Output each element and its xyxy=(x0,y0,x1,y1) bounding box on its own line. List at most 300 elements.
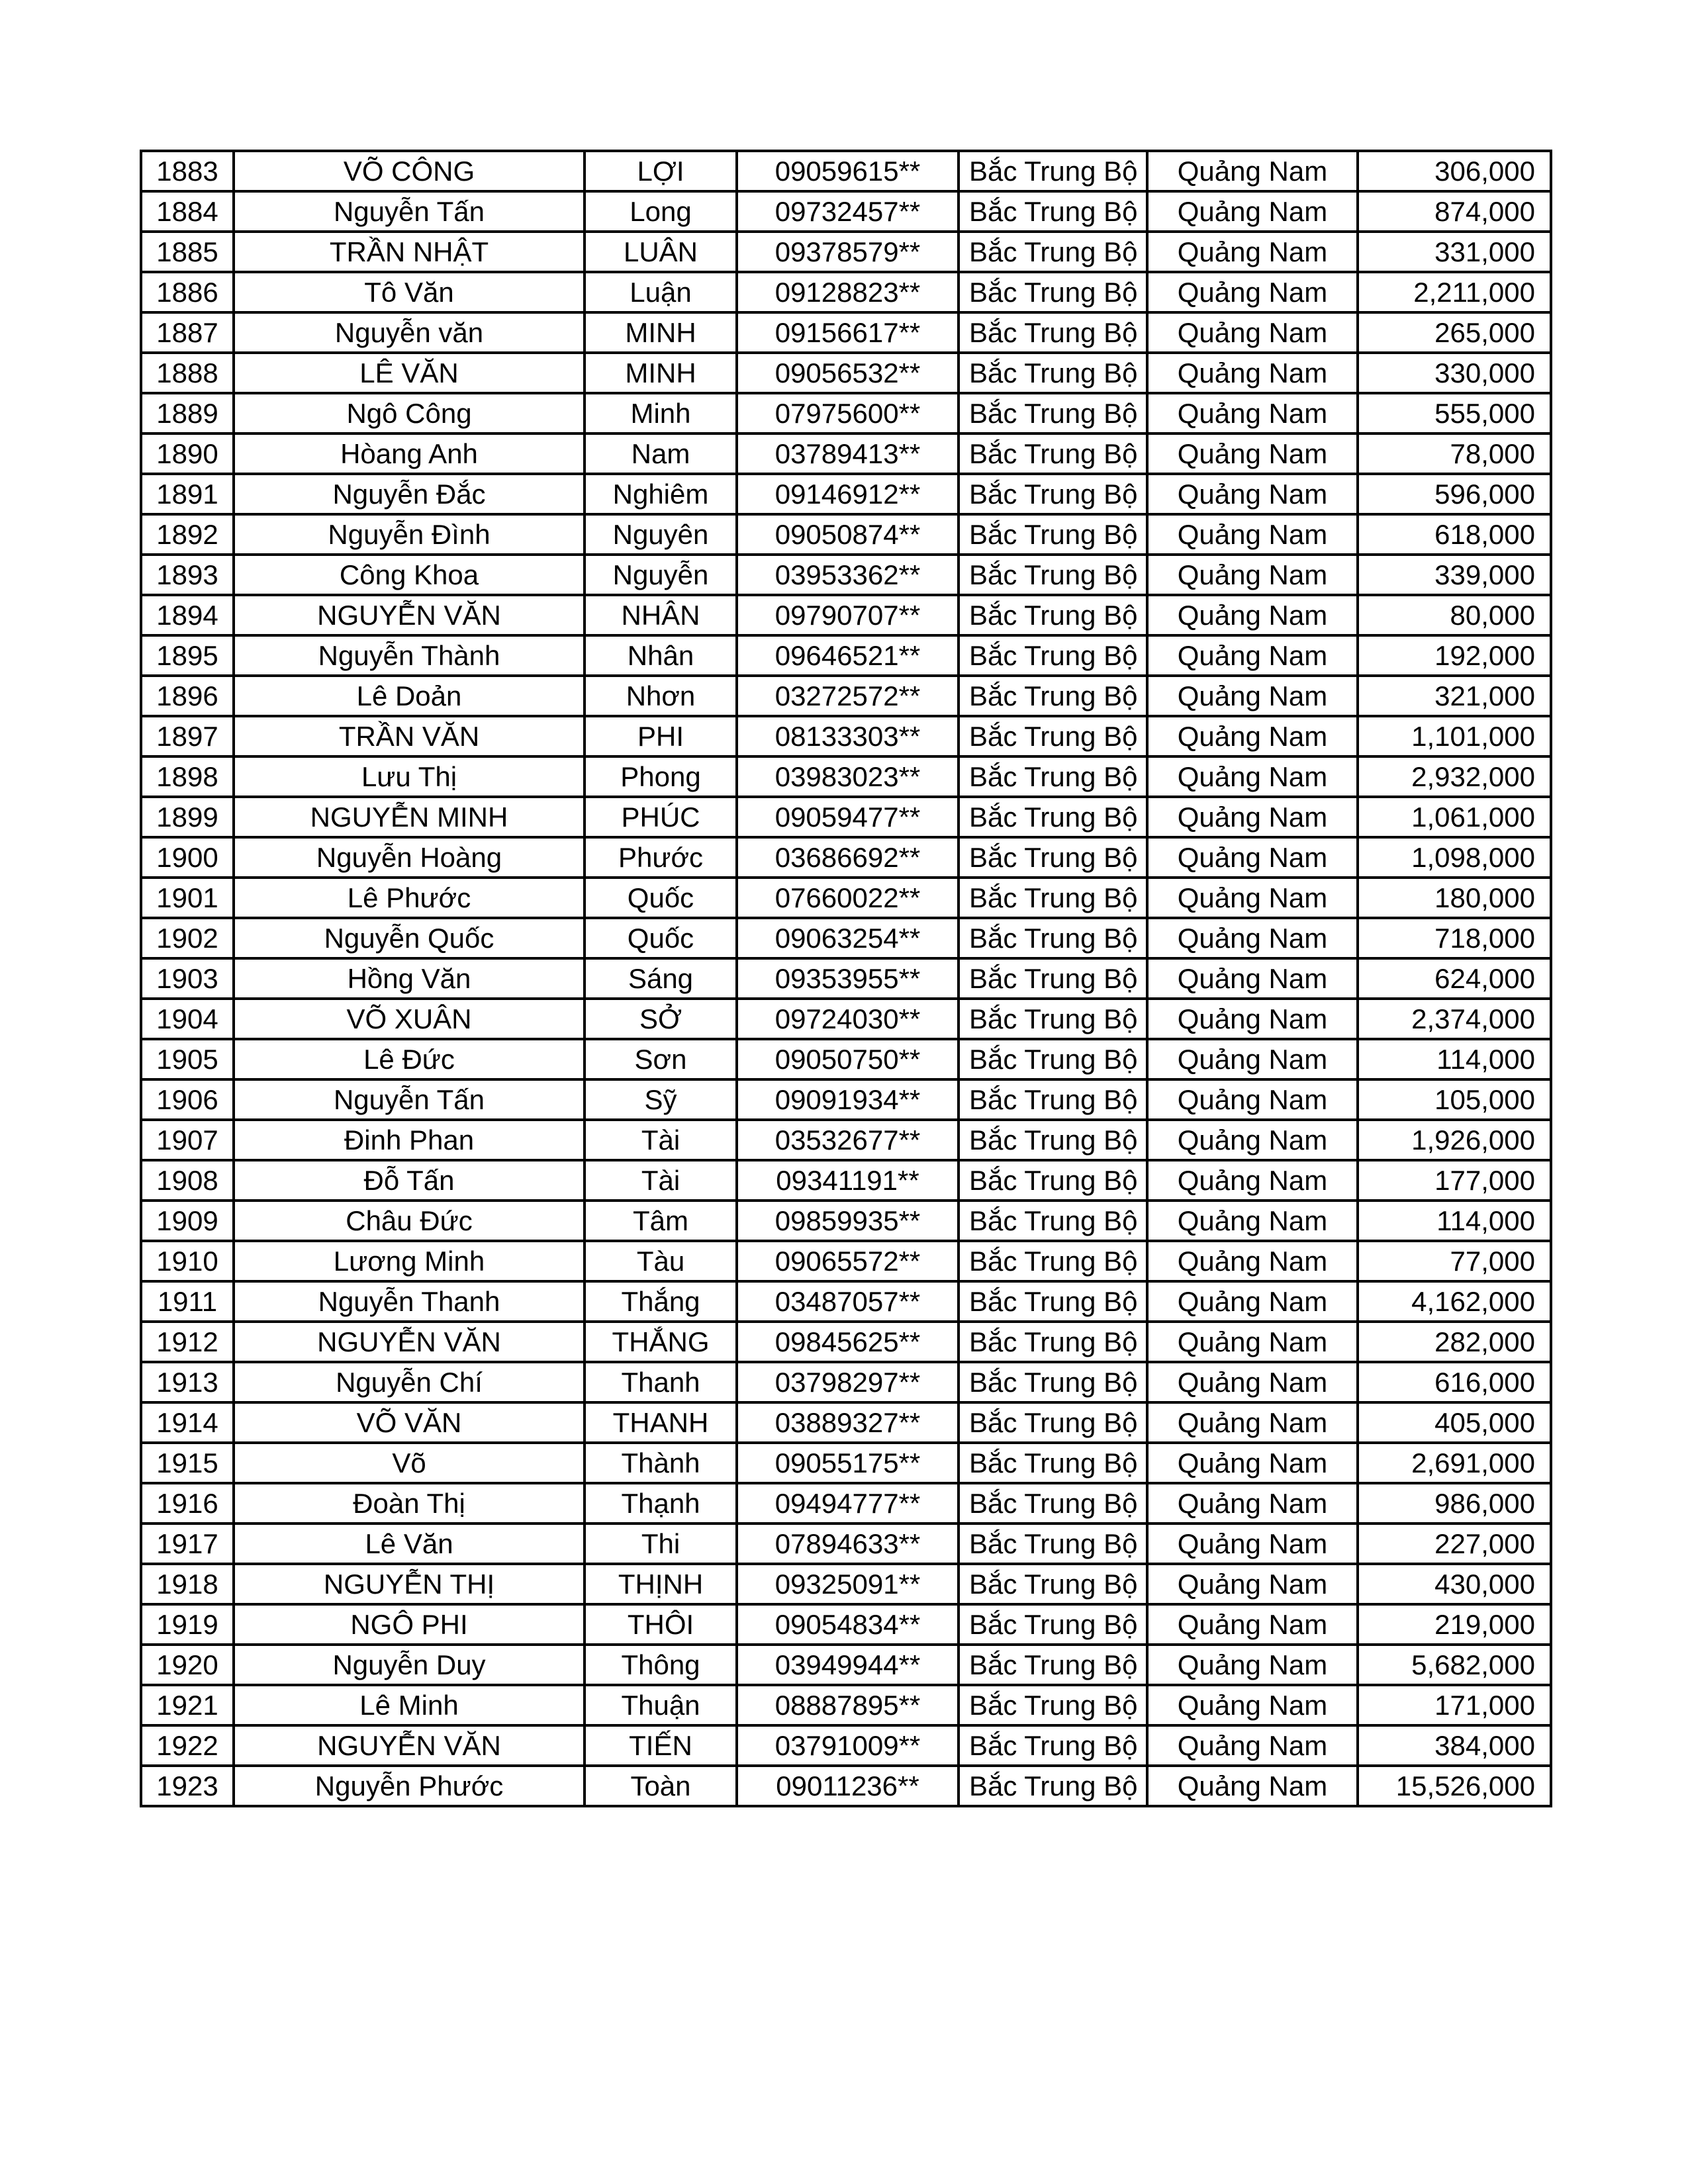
row-number-cell: 1918 xyxy=(141,1564,234,1604)
table-row xyxy=(141,918,1551,958)
province-cell: Quảng Nam xyxy=(1147,1443,1358,1483)
row-number-cell: 1892 xyxy=(141,514,234,555)
row-number-cell: 1920 xyxy=(141,1645,234,1685)
amount-cell: 1,061,000 xyxy=(1358,797,1551,837)
surname-cell: Nguyễn văn xyxy=(234,312,585,353)
given-name-cell: Luận xyxy=(585,272,737,312)
surname-cell: Nguyễn Phước xyxy=(234,1766,585,1806)
region-cell: Bắc Trung Bộ xyxy=(959,433,1147,474)
phone-cell: 09341191** xyxy=(737,1160,959,1201)
amount-cell: 1,926,000 xyxy=(1358,1120,1551,1160)
amount-cell: 384,000 xyxy=(1358,1725,1551,1766)
table-row xyxy=(141,1322,1551,1362)
region-cell: Bắc Trung Bộ xyxy=(959,1564,1147,1604)
given-name-cell: Thanh xyxy=(585,1362,737,1402)
table-row xyxy=(141,151,1551,191)
data-table xyxy=(140,150,1552,1807)
region-cell: Bắc Trung Bộ xyxy=(959,1201,1147,1241)
province-cell: Quảng Nam xyxy=(1147,918,1358,958)
province-cell: Quảng Nam xyxy=(1147,555,1358,595)
row-number-cell: 1900 xyxy=(141,837,234,878)
phone-cell: 03532677** xyxy=(737,1120,959,1160)
surname-cell: LÊ VĂN xyxy=(234,353,585,393)
surname-cell: TRẦN NHẬT xyxy=(234,232,585,272)
given-name-cell: Nhân xyxy=(585,635,737,676)
given-name-cell: Thạnh xyxy=(585,1483,737,1524)
province-cell: Quảng Nam xyxy=(1147,1685,1358,1725)
surname-cell: Nguyễn Đắc xyxy=(234,474,585,514)
amount-cell: 227,000 xyxy=(1358,1524,1551,1564)
province-cell: Quảng Nam xyxy=(1147,1120,1358,1160)
region-cell: Bắc Trung Bộ xyxy=(959,1604,1147,1645)
surname-cell: Nguyễn Quốc xyxy=(234,918,585,958)
amount-cell: 2,211,000 xyxy=(1358,272,1551,312)
surname-cell: Đinh Phan xyxy=(234,1120,585,1160)
given-name-cell: Phong xyxy=(585,756,737,797)
table-row xyxy=(141,1039,1551,1079)
phone-cell: 09646521** xyxy=(737,635,959,676)
row-number-cell: 1884 xyxy=(141,191,234,232)
row-number-cell: 1890 xyxy=(141,433,234,474)
surname-cell: Nguyễn Tấn xyxy=(234,1079,585,1120)
row-number-cell: 1907 xyxy=(141,1120,234,1160)
phone-cell: 08133303** xyxy=(737,716,959,756)
given-name-cell: Nguyễn xyxy=(585,555,737,595)
province-cell: Quảng Nam xyxy=(1147,1039,1358,1079)
table-row xyxy=(141,1079,1551,1120)
surname-cell: Hòang Anh xyxy=(234,433,585,474)
given-name-cell: PHI xyxy=(585,716,737,756)
amount-cell: 616,000 xyxy=(1358,1362,1551,1402)
phone-cell: 09050874** xyxy=(737,514,959,555)
phone-cell: 09056532** xyxy=(737,353,959,393)
amount-cell: 5,682,000 xyxy=(1358,1645,1551,1685)
phone-cell: 09055175** xyxy=(737,1443,959,1483)
table-row xyxy=(141,232,1551,272)
region-cell: Bắc Trung Bộ xyxy=(959,878,1147,918)
given-name-cell: LỢI xyxy=(585,151,737,191)
province-cell: Quảng Nam xyxy=(1147,433,1358,474)
phone-cell: 09059477** xyxy=(737,797,959,837)
given-name-cell: MINH xyxy=(585,353,737,393)
row-number-cell: 1908 xyxy=(141,1160,234,1201)
surname-cell: Lê Phước xyxy=(234,878,585,918)
table-row xyxy=(141,312,1551,353)
surname-cell: Nguyễn Duy xyxy=(234,1645,585,1685)
phone-cell: 09732457** xyxy=(737,191,959,232)
region-cell: Bắc Trung Bộ xyxy=(959,716,1147,756)
region-cell: Bắc Trung Bộ xyxy=(959,514,1147,555)
phone-cell: 03953362** xyxy=(737,555,959,595)
surname-cell: NGUYỄN THỊ xyxy=(234,1564,585,1604)
phone-cell: 03791009** xyxy=(737,1725,959,1766)
amount-cell: 114,000 xyxy=(1358,1039,1551,1079)
given-name-cell: Tàu xyxy=(585,1241,737,1281)
phone-cell: 07975600** xyxy=(737,393,959,433)
phone-cell: 09724030** xyxy=(737,999,959,1039)
province-cell: Quảng Nam xyxy=(1147,151,1358,191)
province-cell: Quảng Nam xyxy=(1147,999,1358,1039)
amount-cell: 618,000 xyxy=(1358,514,1551,555)
given-name-cell: Tài xyxy=(585,1120,737,1160)
row-number-cell: 1895 xyxy=(141,635,234,676)
province-cell: Quảng Nam xyxy=(1147,393,1358,433)
table-row xyxy=(141,676,1551,716)
amount-cell: 986,000 xyxy=(1358,1483,1551,1524)
province-cell: Quảng Nam xyxy=(1147,474,1358,514)
given-name-cell: Tâm xyxy=(585,1201,737,1241)
amount-cell: 171,000 xyxy=(1358,1685,1551,1725)
row-number-cell: 1901 xyxy=(141,878,234,918)
region-cell: Bắc Trung Bộ xyxy=(959,676,1147,716)
given-name-cell: THANH xyxy=(585,1402,737,1443)
amount-cell: 321,000 xyxy=(1358,676,1551,716)
given-name-cell: MINH xyxy=(585,312,737,353)
phone-cell: 09059615** xyxy=(737,151,959,191)
table-row xyxy=(141,1362,1551,1402)
given-name-cell: Nam xyxy=(585,433,737,474)
given-name-cell: Thuận xyxy=(585,1685,737,1725)
province-cell: Quảng Nam xyxy=(1147,232,1358,272)
given-name-cell: Thi xyxy=(585,1524,737,1564)
row-number-cell: 1897 xyxy=(141,716,234,756)
table-row xyxy=(141,1402,1551,1443)
given-name-cell: PHÚC xyxy=(585,797,737,837)
phone-cell: 09845625** xyxy=(737,1322,959,1362)
province-cell: Quảng Nam xyxy=(1147,1362,1358,1402)
amount-cell: 2,374,000 xyxy=(1358,999,1551,1039)
province-cell: Quảng Nam xyxy=(1147,1281,1358,1322)
table-body xyxy=(141,151,1551,1806)
row-number-cell: 1915 xyxy=(141,1443,234,1483)
surname-cell: Châu Đức xyxy=(234,1201,585,1241)
given-name-cell: THÔI xyxy=(585,1604,737,1645)
row-number-cell: 1887 xyxy=(141,312,234,353)
table-row xyxy=(141,393,1551,433)
row-number-cell: 1885 xyxy=(141,232,234,272)
region-cell: Bắc Trung Bộ xyxy=(959,474,1147,514)
given-name-cell: Minh xyxy=(585,393,737,433)
table-row xyxy=(141,1564,1551,1604)
amount-cell: 180,000 xyxy=(1358,878,1551,918)
row-number-cell: 1914 xyxy=(141,1402,234,1443)
region-cell: Bắc Trung Bộ xyxy=(959,312,1147,353)
phone-cell: 09156617** xyxy=(737,312,959,353)
phone-cell: 03487057** xyxy=(737,1281,959,1322)
amount-cell: 105,000 xyxy=(1358,1079,1551,1120)
province-cell: Quảng Nam xyxy=(1147,353,1358,393)
region-cell: Bắc Trung Bộ xyxy=(959,1322,1147,1362)
region-cell: Bắc Trung Bộ xyxy=(959,1362,1147,1402)
region-cell: Bắc Trung Bộ xyxy=(959,635,1147,676)
region-cell: Bắc Trung Bộ xyxy=(959,1241,1147,1281)
table-row xyxy=(141,635,1551,676)
province-cell: Quảng Nam xyxy=(1147,756,1358,797)
surname-cell: Nguyễn Thành xyxy=(234,635,585,676)
amount-cell: 306,000 xyxy=(1358,151,1551,191)
amount-cell: 219,000 xyxy=(1358,1604,1551,1645)
given-name-cell: Sơn xyxy=(585,1039,737,1079)
province-cell: Quảng Nam xyxy=(1147,1402,1358,1443)
phone-cell: 09146912** xyxy=(737,474,959,514)
given-name-cell: Nghiêm xyxy=(585,474,737,514)
region-cell: Bắc Trung Bộ xyxy=(959,1766,1147,1806)
amount-cell: 15,526,000 xyxy=(1358,1766,1551,1806)
region-cell: Bắc Trung Bộ xyxy=(959,1039,1147,1079)
row-number-cell: 1922 xyxy=(141,1725,234,1766)
phone-cell: 09128823** xyxy=(737,272,959,312)
given-name-cell: Sỹ xyxy=(585,1079,737,1120)
table-row xyxy=(141,1241,1551,1281)
given-name-cell: Long xyxy=(585,191,737,232)
surname-cell: Võ xyxy=(234,1443,585,1483)
region-cell: Bắc Trung Bộ xyxy=(959,1160,1147,1201)
table-row xyxy=(141,1604,1551,1645)
surname-cell: Ngô Công xyxy=(234,393,585,433)
region-cell: Bắc Trung Bộ xyxy=(959,1725,1147,1766)
row-number-cell: 1898 xyxy=(141,756,234,797)
amount-cell: 330,000 xyxy=(1358,353,1551,393)
phone-cell: 09378579** xyxy=(737,232,959,272)
table-row xyxy=(141,474,1551,514)
region-cell: Bắc Trung Bộ xyxy=(959,797,1147,837)
amount-cell: 430,000 xyxy=(1358,1564,1551,1604)
given-name-cell: Nhơn xyxy=(585,676,737,716)
row-number-cell: 1893 xyxy=(141,555,234,595)
table-row xyxy=(141,1281,1551,1322)
phone-cell: 03798297** xyxy=(737,1362,959,1402)
given-name-cell: THỊNH xyxy=(585,1564,737,1604)
surname-cell: VÕ CÔNG xyxy=(234,151,585,191)
surname-cell: Nguyễn Đình xyxy=(234,514,585,555)
surname-cell: NGUYỄN VĂN xyxy=(234,1725,585,1766)
province-cell: Quảng Nam xyxy=(1147,676,1358,716)
table-row xyxy=(141,1685,1551,1725)
surname-cell: Lê Minh xyxy=(234,1685,585,1725)
amount-cell: 874,000 xyxy=(1358,191,1551,232)
amount-cell: 192,000 xyxy=(1358,635,1551,676)
row-number-cell: 1889 xyxy=(141,393,234,433)
row-number-cell: 1903 xyxy=(141,958,234,999)
row-number-cell: 1904 xyxy=(141,999,234,1039)
province-cell: Quảng Nam xyxy=(1147,1524,1358,1564)
amount-cell: 405,000 xyxy=(1358,1402,1551,1443)
region-cell: Bắc Trung Bộ xyxy=(959,1483,1147,1524)
surname-cell: Nguyễn Chí xyxy=(234,1362,585,1402)
row-number-cell: 1913 xyxy=(141,1362,234,1402)
amount-cell: 80,000 xyxy=(1358,595,1551,635)
table-row xyxy=(141,1160,1551,1201)
region-cell: Bắc Trung Bộ xyxy=(959,595,1147,635)
province-cell: Quảng Nam xyxy=(1147,1241,1358,1281)
given-name-cell: SỞ xyxy=(585,999,737,1039)
surname-cell: Đoàn Thị xyxy=(234,1483,585,1524)
province-cell: Quảng Nam xyxy=(1147,1564,1358,1604)
given-name-cell: THẮNG xyxy=(585,1322,737,1362)
province-cell: Quảng Nam xyxy=(1147,837,1358,878)
surname-cell: Đỗ Tấn xyxy=(234,1160,585,1201)
given-name-cell: LUÂN xyxy=(585,232,737,272)
phone-cell: 03272572** xyxy=(737,676,959,716)
surname-cell: Nguyễn Hoàng xyxy=(234,837,585,878)
amount-cell: 78,000 xyxy=(1358,433,1551,474)
phone-cell: 03686692** xyxy=(737,837,959,878)
given-name-cell: Toàn xyxy=(585,1766,737,1806)
row-number-cell: 1888 xyxy=(141,353,234,393)
phone-cell: 07894633** xyxy=(737,1524,959,1564)
amount-cell: 282,000 xyxy=(1358,1322,1551,1362)
table-row xyxy=(141,756,1551,797)
phone-cell: 07660022** xyxy=(737,878,959,918)
given-name-cell: Quốc xyxy=(585,918,737,958)
province-cell: Quảng Nam xyxy=(1147,514,1358,555)
row-number-cell: 1886 xyxy=(141,272,234,312)
table-row xyxy=(141,1645,1551,1685)
region-cell: Bắc Trung Bộ xyxy=(959,232,1147,272)
amount-cell: 114,000 xyxy=(1358,1201,1551,1241)
amount-cell: 555,000 xyxy=(1358,393,1551,433)
given-name-cell: Nguyên xyxy=(585,514,737,555)
province-cell: Quảng Nam xyxy=(1147,595,1358,635)
amount-cell: 2,932,000 xyxy=(1358,756,1551,797)
surname-cell: Lê Văn xyxy=(234,1524,585,1564)
row-number-cell: 1917 xyxy=(141,1524,234,1564)
row-number-cell: 1919 xyxy=(141,1604,234,1645)
row-number-cell: 1906 xyxy=(141,1079,234,1120)
row-number-cell: 1912 xyxy=(141,1322,234,1362)
table-row xyxy=(141,555,1551,595)
table-row xyxy=(141,272,1551,312)
table-row xyxy=(141,999,1551,1039)
surname-cell: VÕ VĂN xyxy=(234,1402,585,1443)
given-name-cell: Thành xyxy=(585,1443,737,1483)
given-name-cell: Quốc xyxy=(585,878,737,918)
surname-cell: Tô Văn xyxy=(234,272,585,312)
row-number-cell: 1916 xyxy=(141,1483,234,1524)
province-cell: Quảng Nam xyxy=(1147,1604,1358,1645)
province-cell: Quảng Nam xyxy=(1147,1201,1358,1241)
table-row xyxy=(141,1524,1551,1564)
province-cell: Quảng Nam xyxy=(1147,716,1358,756)
amount-cell: 2,691,000 xyxy=(1358,1443,1551,1483)
province-cell: Quảng Nam xyxy=(1147,1725,1358,1766)
region-cell: Bắc Trung Bộ xyxy=(959,191,1147,232)
amount-cell: 77,000 xyxy=(1358,1241,1551,1281)
phone-cell: 09325091** xyxy=(737,1564,959,1604)
amount-cell: 718,000 xyxy=(1358,918,1551,958)
given-name-cell: Phước xyxy=(585,837,737,878)
amount-cell: 331,000 xyxy=(1358,232,1551,272)
phone-cell: 09353955** xyxy=(737,958,959,999)
table-row xyxy=(141,514,1551,555)
province-cell: Quảng Nam xyxy=(1147,1160,1358,1201)
phone-cell: 03949944** xyxy=(737,1645,959,1685)
region-cell: Bắc Trung Bộ xyxy=(959,555,1147,595)
given-name-cell: TIẾN xyxy=(585,1725,737,1766)
phone-cell: 09063254** xyxy=(737,918,959,958)
region-cell: Bắc Trung Bộ xyxy=(959,999,1147,1039)
given-name-cell: Sáng xyxy=(585,958,737,999)
amount-cell: 265,000 xyxy=(1358,312,1551,353)
row-number-cell: 1894 xyxy=(141,595,234,635)
row-number-cell: 1921 xyxy=(141,1685,234,1725)
table-row xyxy=(141,837,1551,878)
phone-cell: 09494777** xyxy=(737,1483,959,1524)
surname-cell: TRẦN VĂN xyxy=(234,716,585,756)
province-cell: Quảng Nam xyxy=(1147,1645,1358,1685)
surname-cell: Lương Minh xyxy=(234,1241,585,1281)
given-name-cell: Thắng xyxy=(585,1281,737,1322)
province-cell: Quảng Nam xyxy=(1147,272,1358,312)
row-number-cell: 1896 xyxy=(141,676,234,716)
surname-cell: Nguyễn Tấn xyxy=(234,191,585,232)
region-cell: Bắc Trung Bộ xyxy=(959,393,1147,433)
phone-cell: 08887895** xyxy=(737,1685,959,1725)
table-row xyxy=(141,878,1551,918)
table-row xyxy=(141,797,1551,837)
given-name-cell: NHÂN xyxy=(585,595,737,635)
row-number-cell: 1911 xyxy=(141,1281,234,1322)
surname-cell: Lê Doản xyxy=(234,676,585,716)
region-cell: Bắc Trung Bộ xyxy=(959,353,1147,393)
row-number-cell: 1923 xyxy=(141,1766,234,1806)
region-cell: Bắc Trung Bộ xyxy=(959,151,1147,191)
surname-cell: NGUYỄN MINH xyxy=(234,797,585,837)
province-cell: Quảng Nam xyxy=(1147,878,1358,918)
province-cell: Quảng Nam xyxy=(1147,797,1358,837)
region-cell: Bắc Trung Bộ xyxy=(959,1281,1147,1322)
region-cell: Bắc Trung Bộ xyxy=(959,1524,1147,1564)
amount-cell: 177,000 xyxy=(1358,1160,1551,1201)
surname-cell: Công Khoa xyxy=(234,555,585,595)
region-cell: Bắc Trung Bộ xyxy=(959,958,1147,999)
phone-cell: 03983023** xyxy=(737,756,959,797)
province-cell: Quảng Nam xyxy=(1147,635,1358,676)
surname-cell: VÕ XUÂN xyxy=(234,999,585,1039)
amount-cell: 1,098,000 xyxy=(1358,837,1551,878)
table-row xyxy=(141,716,1551,756)
row-number-cell: 1910 xyxy=(141,1241,234,1281)
table-row xyxy=(141,433,1551,474)
row-number-cell: 1891 xyxy=(141,474,234,514)
phone-cell: 09054834** xyxy=(737,1604,959,1645)
table-row xyxy=(141,1443,1551,1483)
row-number-cell: 1905 xyxy=(141,1039,234,1079)
phone-cell: 09859935** xyxy=(737,1201,959,1241)
table-row xyxy=(141,1201,1551,1241)
region-cell: Bắc Trung Bộ xyxy=(959,1685,1147,1725)
province-cell: Quảng Nam xyxy=(1147,191,1358,232)
row-number-cell: 1909 xyxy=(141,1201,234,1241)
row-number-cell: 1899 xyxy=(141,797,234,837)
table-row xyxy=(141,353,1551,393)
surname-cell: NGUYỄN VĂN xyxy=(234,1322,585,1362)
phone-cell: 09050750** xyxy=(737,1039,959,1079)
region-cell: Bắc Trung Bộ xyxy=(959,756,1147,797)
amount-cell: 624,000 xyxy=(1358,958,1551,999)
row-number-cell: 1902 xyxy=(141,918,234,958)
amount-cell: 339,000 xyxy=(1358,555,1551,595)
row-number-cell: 1883 xyxy=(141,151,234,191)
region-cell: Bắc Trung Bộ xyxy=(959,837,1147,878)
table-row xyxy=(141,958,1551,999)
region-cell: Bắc Trung Bộ xyxy=(959,1402,1147,1443)
province-cell: Quảng Nam xyxy=(1147,1322,1358,1362)
surname-cell: Hồng Văn xyxy=(234,958,585,999)
region-cell: Bắc Trung Bộ xyxy=(959,272,1147,312)
surname-cell: Lưu Thị xyxy=(234,756,585,797)
phone-cell: 03889327** xyxy=(737,1402,959,1443)
